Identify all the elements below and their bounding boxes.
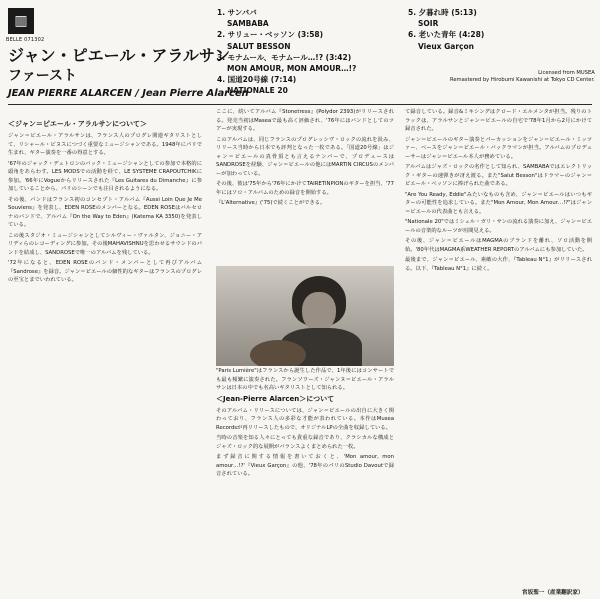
paragraph: ジャン＝ピエールのギター演奏とパーカッションをジャン＝ピエール・ミッツァー、ベースをジャン＝ピエール・バックラマンが担当。アルバムのプロデューサーはジャン＝ピエール本人が務めている。: [405, 136, 592, 160]
track-title-jp: 5. 夕暮れ時 (5:13): [408, 8, 477, 17]
paragraph: '67年のジャック・デュトロンのバック・ミュージシャンとしての参加で本格的に頭角をあらわす。LES MODSでの活動を経て、LE SYSTEME CRAPOUTCHIKに参加。'66年にVogueからリリースされた『Les Guitares du Dimanche』に参加していることから、パリのシーンでも注目されるようになる。: [8, 160, 202, 192]
album-title-jp: ジャン・ピエール・アラルサン: [8, 46, 231, 65]
paragraph: "Are You Ready, Eddie"みたいなものも含め、ジャン＝ピエールはいつもギターの可能性を追求している。また"Mon Amour, Mon Amour…!?"はジャン＝ピエールの代表曲とも言える。: [405, 191, 592, 215]
album-title-en: JEAN PIERRE ALARCEN / Jean Pierre Alarcen: [8, 88, 249, 99]
paragraph: 『L'Alternative』('75)で続くことができる。: [216, 200, 326, 206]
license-credit-line: Licensed from MUSEA: [538, 70, 595, 76]
track-title-jp: 1. サンババ: [217, 8, 257, 17]
paragraph: まず録音に関する情報を書いておくと、'Mon amour, mon amour…!?'『Vieux Garçon』の他、'78年のパリのStudio Davoutで録音されている。: [216, 454, 394, 477]
track-item: [408, 7, 484, 29]
photo-face: [302, 292, 336, 332]
paragraph: アルバムはジャズ・ロックの名作として知られ、SAMBABAではエレクトリック・ギターの速弾きが冴え渡る。また"Salut Besson"はドラマーのジャン＝ピエール・ベッソンに捧げられた曲である。: [405, 164, 592, 187]
track-item: [408, 29, 484, 51]
paragraph: そのアルバム・リリースについては、ジャン＝ピエールの出自に大きく関わっており、フランス人の多彩な才能が表われている。本作はMusea Recordsが再リリースしたもので、オリジナルLPの全曲を収録している。: [216, 407, 394, 431]
paragraph: て録音している。録音&ミキシングはクロード・エルメンタが担当。残りのトラックは、アラルサンとジャン＝ピエールの自宅で'78年1月から2月にかけて録音された。: [405, 109, 592, 132]
track-title-jp: 2. サリュー・ベッソン (3:58): [217, 30, 324, 40]
paragraph: このアルバムは、同じフランスのプログレッシヴ・ロックの流れを汲み、リリース当時から日本でも評判となった一枚である。「国道20号線」はジャン＝ピエールの真骨頂とも言えるナンバーで、プロデュースはSANDROSEを経験、ジャン＝ピエールの他にはMARTIN CIRCUSのメンバーが加わっている。: [216, 136, 394, 177]
track-title-jp: 3. モナムール、モナムール…!? (3:42): [217, 52, 352, 62]
paragraph: 最後まで、ジャン＝ピエール、素敵の大作、『Tableau N°1』がリリースされる。以下、『Tableau N°1』に続く。: [405, 257, 592, 272]
track-title-en: MON AMOUR, MON AMOUR…!?: [227, 64, 357, 74]
section-heading: ＜Jean-Pierre Alarcen＞について: [216, 394, 335, 403]
liner-notes-column-2: [216, 108, 394, 264]
tracklist-column-2: [408, 7, 484, 52]
paragraph: ジャン＝ピエール・アラルサンは、フランス人のプログレ関連ギタリストとして、リシャール・ピヌスにつづく重要なミュージシャンである。1948年にパリで生まれ、ギター演奏を一番の得意とする。: [8, 133, 202, 156]
track-title-jp: 4. 国道20号線 (7:14): [217, 75, 297, 85]
track-title-en: SAMBABA: [227, 19, 269, 29]
paragraph: 当時の音楽を知る人々にとっても貴重な録音であり、クラシカルな構成とジャズ・ロック的な展開がバランスよくまとめられた一枚。: [216, 435, 394, 450]
paragraph: その後、彼は'75年から'76年にかけてTAIRETINPIONのギターを担当、'77年にはソロ・アルバムのための録音を開始する。: [216, 181, 394, 196]
translator-credit: 宮坂聖一（産業翻訳家）: [522, 590, 584, 596]
license-credit: [450, 70, 595, 84]
track-item: [217, 29, 356, 51]
track-title-en: SOIR: [418, 19, 439, 29]
track-title-en: SALUT BESSON: [227, 41, 291, 51]
liner-notes-column-1: [8, 120, 202, 595]
liner-notes-column-4: [405, 108, 592, 595]
photo-guitar: [250, 340, 306, 366]
track-title-en: Vieux Garçon: [418, 41, 474, 51]
paragraph: ここに、続いてアルバム『Stonetress』(Polydor 2393)がリリースされる。発売当初はMaseaで最も高く評価され、'76年にはバンドとしてのツアーが実現する。: [216, 109, 394, 132]
label-logo-glyph: ▥: [14, 13, 28, 29]
track-title-jp: 6. 老いた青年 (4:28): [408, 30, 485, 40]
paragraph: その後、ジャン＝ピエールはMAGMAのブランドを離れ、ソロ活動を開始。'80年代はMAGMA系WEATHER REPORTのアルバムにも参加していた。: [405, 238, 592, 253]
remaster-credit-line: Remastered by Hirobumi Kawanishi at Tokyo CD Center.: [450, 77, 595, 83]
catalog-number: BELLE 071302: [6, 37, 45, 43]
track-item: [217, 7, 356, 29]
record-label-logo: [8, 8, 34, 34]
paragraph: '72年になると、EDEN ROSEのバンド・メンバーとして再びアルバム『Sandrose』を録音。ジャン＝ピエールの個性的なギターはフランスのプログレの至宝とまでいわれている。: [8, 260, 202, 283]
header-divider: [8, 104, 592, 105]
paragraph: この後スタジオ・ミュージシャンとしてシルヴィー・ヴァルタン、ジョニー・アリディらのレコーディングに参加。その後MAHAVISHNUを思わせるサウンドのバンドを結成し、SANDROSEで唯一のアルバムを残している。: [8, 232, 202, 256]
track-item: [217, 52, 356, 74]
artist-photo: [216, 266, 394, 366]
paragraph: "Nationale 20"ではミシェル・ガリ・サンの流れる演奏に加え、ジャン＝ピエールの音楽的なルーツが垣間見える。: [405, 219, 592, 234]
album-subtitle-jp: ファースト: [8, 68, 78, 84]
tracklist-column-1: [217, 7, 356, 97]
section-heading: ＜ジャン＝ピエール・アラルサンについて＞: [8, 120, 148, 128]
paragraph: その後、バンドはフランス初のコンセプト・アルバム『Aussi Loin Que Je Me Souviens』を発表し、EDEN ROSEのメンバーとなる。EDEN ROSEはバルセロナのバンドで、アルバム『On the Way to Eden』(Katema KA 3350)を発表している。: [8, 196, 202, 228]
track-item: [217, 74, 356, 96]
paragraph: "Paris Lumière"はフランスから誕生した作品で、1年後にはコンサートでも最も頻繁に演奏された。フランソワーズ・ジャンヌ＝ピエール・アラルサンは日本の中でも名高いギタリストとして知られる。: [216, 368, 394, 391]
track-title-en: NATIONALE 20: [227, 86, 288, 96]
liner-notes-column-3: [216, 367, 394, 595]
